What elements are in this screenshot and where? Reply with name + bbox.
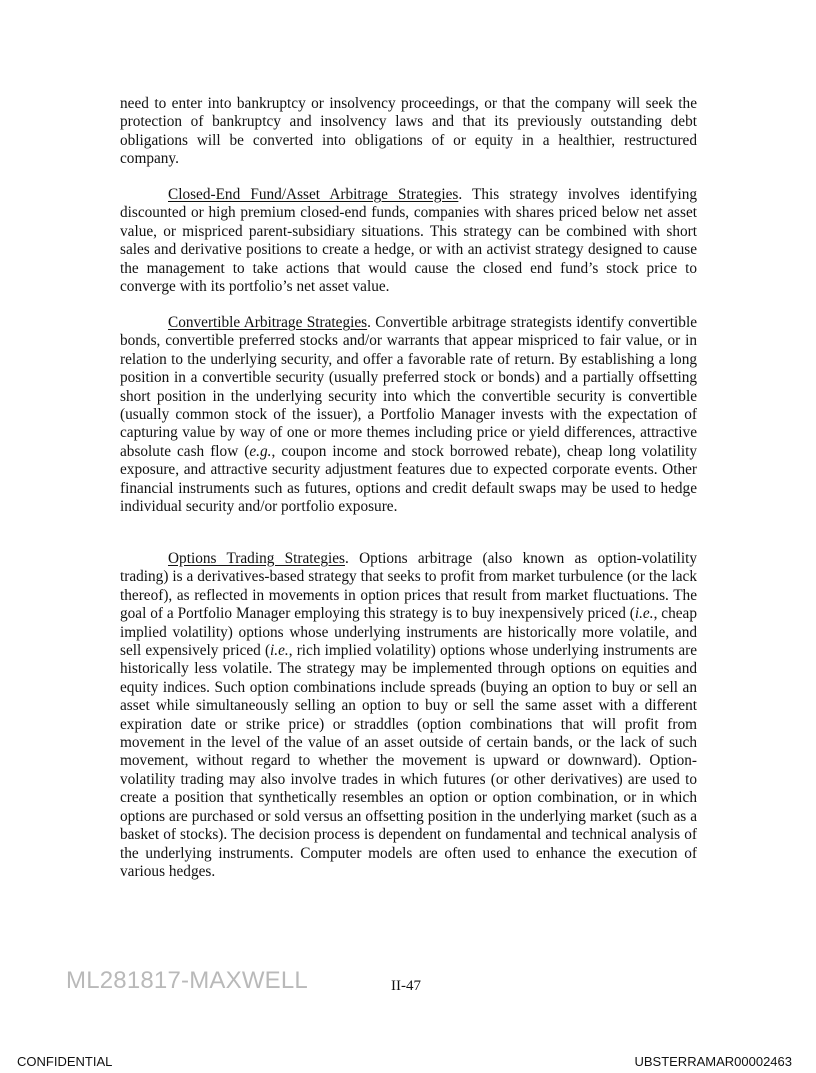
bates-number: UBSTERRAMAR00002463 — [634, 1054, 792, 1069]
confidential-label: CONFIDENTIAL — [17, 1054, 113, 1069]
section-heading: Closed-End Fund/Asset Arbitrage Strategies — [168, 186, 459, 203]
paragraph-closed-end-fund — [120, 186, 697, 296]
paragraph-convertible-arbitrage — [120, 314, 697, 516]
section-heading: Convertible Arbitrage Strategies — [168, 314, 368, 331]
bates-watermark: ML281817-MAXWELL — [66, 967, 308, 994]
section-heading: Options Trading Strategies — [168, 550, 345, 567]
paragraph-bankruptcy-continuation — [120, 95, 697, 169]
paragraph-text: . This strategy involves identifying discounted or high premium closed-end funds, companies with shares priced below net asset value, or mispriced parent-subsidiary situations. This strategy can be combined with short sales and derivative positions to create a hedge, or with an activist strategy designed to cause the management to take actions that would cause the closed end fund’s stock price to converge with its portfolio’s net asset value. — [120, 186, 697, 296]
paragraph-text: . Options arbitrage (also known as option-volatility trading) is a derivatives-based strategy that seeks to profit from market turbulence (or the lack thereof), as reflected in movements in option prices that result from market fluctuations. The goal of a Portfolio Manager employing this strategy is to buy inexpensively priced (i.e., cheap implied volatility) options whose underlying instruments are historically more volatile, and sell expensively priced (i.e., rich implied volatility) options whose underlying instruments are historically less volatile. The strategy may be implemented through options on equities and equity indices. Such option combinations include spreads (buying an option to buy or sell an asset while simultaneously selling an option to buy or sell the same asset with a different expiration date or strike price) or straddles (option combinations that will profit from movement in the level of the value of an asset outside of certain bands, or the lack of such movement, without regard to whether the movement is upward or downward). Option-volatility trading may also involve trades in which futures (or other derivatives) are used to create a position that synthetically resembles an option or option combination, or in which options are purchased or sold versus an offsetting position in the underlying market (such as a basket of stocks). The decision process is dependent on fundamental and technical analysis of the underlying instruments. Computer models are often used to enhance the execution of various hedges. — [120, 550, 698, 880]
paragraph-options-trading — [120, 550, 697, 881]
paragraph-text: need to enter into bankruptcy or insolvency proceedings, or that the company will seek the protection of bankruptcy and insolvency laws and that its previously outstanding debt obligations will be converted into obligations of or equity in a healthier, restructured company. — [120, 95, 697, 168]
paragraph-text: . Convertible arbitrage strategists identify convertible bonds, convertible preferred stocks and/or warrants that appear mispriced to fair value, or in relation to the underlying security, and offer a favorable rate of return. By establishing a long position in a convertible security (usually preferred stock or bonds) and a partially offsetting short position in the underlying security into which the convertible security is convertible (usually common stock of the issuer), a Portfolio Manager invests with the expectation of capturing value by way of one or more themes including price or yield differences, attractive absolute cash flow (e.g., coupon income and stock borrowed rebate), cheap long volatility exposure, and attractive security adjustment features due to expected corporate events. Other financial instruments such as futures, options and credit default swaps may be used to hedge individual security and/or portfolio exposure. — [120, 314, 698, 516]
page-number: II-47 — [391, 978, 421, 994]
